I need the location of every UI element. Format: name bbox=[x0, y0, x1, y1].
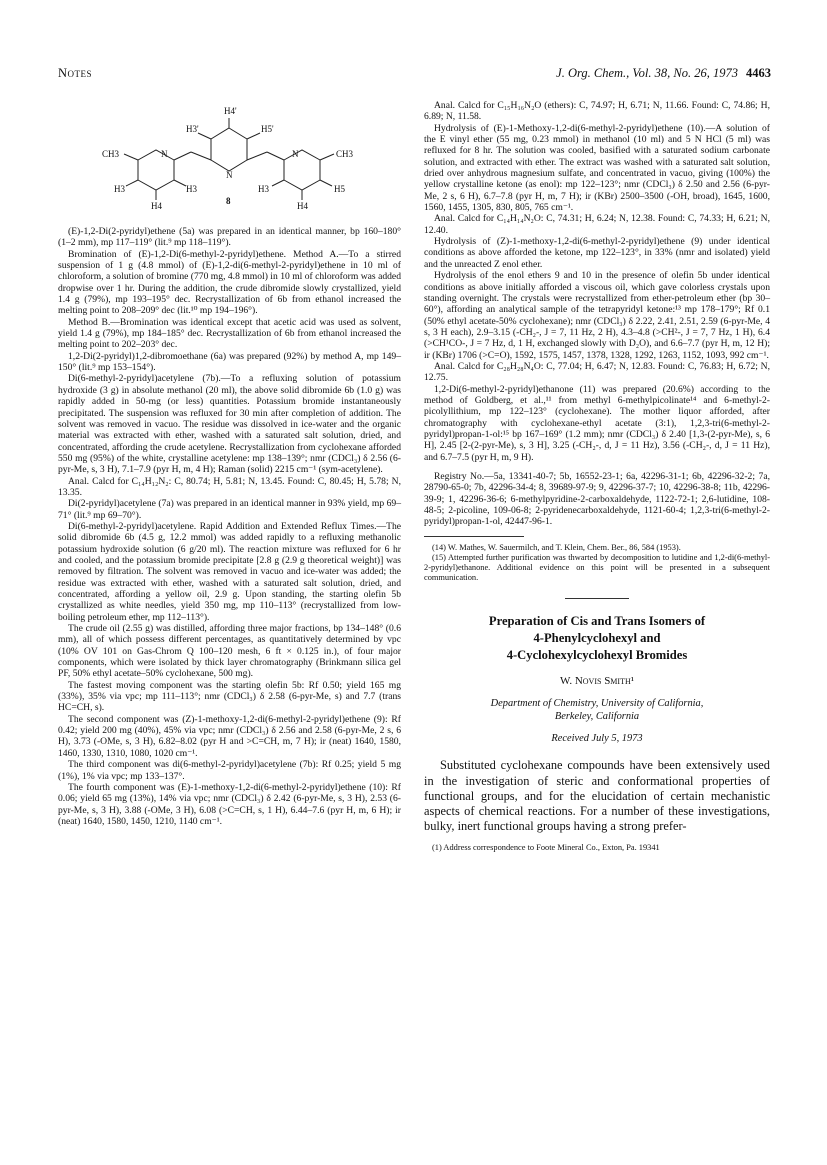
right-column bbox=[424, 100, 770, 853]
article-intro: Substituted cyclohexane compounds have been extensively used in the investigation of steric and conformational properties of functional groups, and for the elucidation of certain mechanistic aspects of chemical reactions. For a number of these investigations, bulky, inert functional groups having a strong prefer- bbox=[424, 758, 770, 834]
registry-numbers: Registry No.—5a, 13341-40-7; 5b, 16552-23-1; 6a, 42296-31-1; 6b, 42296-32-2; 7a, 28790-65-0; 7b, 42296-34-4; 8, 39689-97-9; 9, 42296-37-7; 10, 42296-38-8; 11b, 42296-39-9; 1, 42296-36-6; 6-methylpyridine-2-carboxaldehyde, 1122-72-1; 2,6-lutidine, 108-48-5; 2-picoline, 109-06-8; 2-pyridenecarboxaldehyde, 1121-60-4; 1,2,3-tri(6-methyl-2-pyridyl)propan-1-ol, 42447-96-1. bbox=[424, 471, 770, 528]
atom-h3-b: H3 bbox=[186, 184, 197, 194]
atom-ch3-left: CH3 bbox=[102, 149, 120, 159]
atom-h3p: H3' bbox=[186, 124, 199, 134]
atom-n-right: N bbox=[292, 149, 299, 159]
paragraph: Hydrolysis of the enol ethers 9 and 10 in the presence of olefin 5b under identical conditions as above initially afforded a viscous oil, which gave colorless crystals upon standing overnight. The crystals were recrystallized from ether-petroleum ether (bp 30–60°), affording an analytical sample of the tetrapyridyl ketone:¹³ mp 178–179°; Rf 0.1 (50% ethyl acetate-50% cyclohexane); nmr (CDCl₃) δ 2.22, 2.41, 2.51, 2.59 (6-pyr-Me, 4 s, 3 H each), 2.9–3.15 (-CH₂-, J = 7, 11 Hz, 2 H), 4.3–4.8 (>CH²-, J = 7, 7 Hz, 1 H), 6.4 (>CH¹CO-, J = 7 Hz, d, 1 H, exchanged slowly with D₂O), and 6.6–7.7 (pyr H, m, 12 H); ir (KBr) 1706 (>C=O), 1592, 1575, 1457, 1378, 1328, 1292, 1263, 1152, 1093, 992 cm⁻¹. bbox=[424, 270, 770, 361]
paragraph: Di(6-methyl-2-pyridyl)acetylene. Rapid Addition and Extended Reflux Times.—The solid dibromide 6b (4.5 g, 12.2 mmol) was added rapidly to a refluxing methanolic potassium hydroxide solution (6 g/20 ml). The reaction mixture was refluxed for 6 hr and cooled, and the potassium bromide precipitate [2.8 g (2.9 g theoretical weight)] was removed by filtration. The solvent was removed in vacuo and ice-water was added; the residue was extracted with ether, washed with a saturated salt solution, dried, and concentrated, affording a yellow oil, 2.9 g. Upon standing, the starting olefin 5b crystallized as white needles, yield 350 mg, mp 110–113° (recrystallized from low-boiling petroleum ether, mp 112–113°). bbox=[58, 520, 401, 623]
atom-h4p: H4' bbox=[224, 106, 237, 116]
paragraph: Anal. Calcd for C₂₈H₂₈N₄O: C, 77.04; H, 6.47; N, 12.83. Found: C, 76.83; H, 6.72; N, 12.75. bbox=[424, 360, 770, 384]
footnote: (15) Attempted further purification was thwarted by decomposition to lutidine and 1,2-di(6-methyl-2-pyridyl)ethanone. Additional evidence on this point will be presented in a subsequent communication. bbox=[424, 552, 770, 583]
paragraph: The third component was di(6-methyl-2-pyridyl)acetylene (7b): Rf 0.25; yield 5 mg (1%), 1% via vpc; mp 133–137°. bbox=[58, 759, 401, 782]
paragraph: Anal. Calcd for C₁₅H₁₆N₂O (ethers): C, 74.97; H, 6.71; N, 11.66. Found: C, 74.86; H, 6.89; N, 11.58. bbox=[424, 100, 770, 123]
paragraph: Method B.—Bromination was identical except that acetic acid was used as solvent, yield 1.4 g (79%), mp 184–185° dec. Recrystallization of 6b from ethanol increased the melting point to 202–203° dec. bbox=[58, 316, 401, 351]
atom-n-center: N bbox=[226, 170, 233, 180]
footnote-divider bbox=[424, 536, 524, 537]
footnote: (14) W. Mathes, W. Sauermilch, and T. Klein, Chem. Ber., 86, 584 (1953). bbox=[432, 542, 681, 552]
paragraph: Bromination of (E)-1,2-Di(6-methyl-2-pyridyl)ethene. Method A.—To a stirred suspension of 1 g (4.8 mmol) of (E)-1,2-di(6-methyl-2-pyridyl)ethene in 10 ml of chloroform, a solution of bromine (770 mg, 4.8 mmol) in 10 ml of chloroform was added dropwise over 1 hr. During the addition, the crude dibromide slowly crystallized, yield 1.4 g (79%), mp 193–195° dec. Recrystallization of 6b from ethanol increased the melting point to 208–209° dec (lit.¹⁰ mp 194–196°). bbox=[58, 248, 401, 317]
journal-citation: J. Org. Chem., Vol. 38, No. 26, 1973 4463 bbox=[556, 66, 771, 80]
atom-h3-a: H3 bbox=[114, 184, 125, 194]
atom-h5: H5 bbox=[334, 184, 345, 194]
paragraph: 1,2-Di(2-pyridyl)1,2-dibromoethane (6a) was prepared (92%) by method A, mp 149–150° (lit.⁹ mp 153–154°). bbox=[58, 350, 401, 374]
article-title: Preparation of Cis and Trans Isomers of 4-Phenylcyclohexyl and 4-Cyclohexylcyclohexyl Bromides bbox=[488, 613, 706, 662]
paragraph: The fourth component was (E)-1-methoxy-1,2-di(6-methyl-2-pyridyl)ethene (10): Rf 0.06; yield 65 mg (13%), 14% via vpc; nmr (CDCl₃) δ 2.42 (6-pyr-Me, s, 3 H), 2.53 (6-pyr-Me, s, 3 H), 3.88 (-OMe, 3 H), 6.08 (>C=CH, s, 1 H), 6.44–7.6 (pyr H, m, 6 H); ir (neat) 1640, 1580, 1450, 1210, 1140 cm⁻¹. bbox=[58, 781, 401, 827]
paragraph: Hydrolysis of (E)-1-Methoxy-1,2-di(6-methyl-2-pyridyl)ethene (10).—A solution of the E vinyl ether (55 mg, 0.23 mmol) in methanol (10 ml) and 5 N HCl (5 ml) was refluxed for 8 hr. The solution was cooled, basified with a saturated sodium carbonate solution, and extracted with ether. The extract was washed with a saturated salt solution, dried over anhydrous magnesium sulfate, and concentrated in vacuo, giving (100%) the yellow crystalline ketone (as enol): mp 122–123°; nmr (CDCl₃) δ 2.50 and 2.56 (6-pyr-Me, 2 s, 6 H), 6.7–7.8 (pyr H, m, 7 H); ir (KBr) 2500–3500 (-OH, broad), 1645, 1600, 1560, 1455, 1305, 830, 805, 765 cm⁻¹. bbox=[424, 122, 770, 214]
section-name: Notes bbox=[58, 66, 93, 80]
article-author: W. Novis Smith¹ bbox=[559, 674, 635, 687]
compound-label: 8 bbox=[226, 196, 231, 206]
running-header bbox=[58, 66, 771, 82]
page-number: 4463 bbox=[746, 66, 771, 80]
paragraph: Anal. Calcd for C₁₄H₁₂N₂: C, 80.74; H, 5.81; N, 13.45. Found: C, 80.45; H, 5.78; N, 13.35. bbox=[58, 475, 401, 498]
paragraph: The fastest moving component was the starting olefin 5b: Rf 0.50; yield 165 mg (33%), 35% via vpc; mp 111–113°; nmr (CDCl₃) δ 2.58 (6-pyr-Me, s) and 7.7 (trans HC=CH, s). bbox=[58, 679, 401, 714]
paragraph: (E)-1,2-Di(2-pyridyl)ethene (5a) was prepared in an identical manner, bp 160–180° (1–2 mm), mp 117–119° (lit.⁹ mp 118–119°). bbox=[58, 226, 401, 249]
paragraph: Anal. Calcd for C₁₄H₁₄N₂O: C, 74.31; H, 6.24; N, 12.38. Found: C, 74.33; H, 6.21; N, 12.40. bbox=[424, 213, 770, 236]
atom-n-left: N bbox=[161, 149, 168, 159]
left-column bbox=[58, 100, 401, 827]
paragraph: The second component was (Z)-1-methoxy-1,2-di(6-methyl-2-pyridyl)ethene (9): Rf 0.42; yield 200 mg (40%), 45% via vpc; nmr (CDCl₃) δ 2.56 and 2.58 (6-pyr-Me, 2 s, 6 H), 3.73 (-OMe, s, 3 H), 6.82–8.02 (pyr H and >C=CH, m, 7 H); ir (neat) 1640, 1580, 1460, 1330, 1310, 1080, 1020 cm⁻¹. bbox=[58, 713, 401, 759]
footnotes bbox=[424, 543, 770, 584]
paragraph: 1,2-Di(6-methyl-2-pyridyl)ethanone (11) was prepared (20.6%) according to the method of Goldberg, et al.,¹¹ from methyl 6-methylpicolinate¹⁴ and 6-methyl-2-picolyllithium, mp 122–123° (cyclohexane). The mother liquor afforded, after chromatography with cyclohexane-ethyl acetate (3:1), 1,2,3-tri(6-methyl-2-pyridyl)propan-1-ol:¹⁵ bp 167–169° (1.2 mm); nmr (CDCl₃) δ 2.40 [1,3-(2-pyr-Me), s, 6 H], 2.45 [2-(2-pyr-Me), s, 3 H], 3.25 (-CH₂-, d, J = 11 Hz), 3.56 (-CH₂-, d, J = 11 Hz), and 6.7–7.5 (pyr H, m, 9 H). bbox=[424, 383, 770, 463]
atom-h4-b: H4 bbox=[297, 201, 308, 211]
article-divider bbox=[565, 598, 629, 599]
paragraph: Di(6-methyl-2-pyridyl)acetylene (7b).—To a refluxing solution of potassium hydroxide (3 g) in absolute methanol (20 ml), the above solid dibromide 6b (1.0 g) was rapidly added in 50-mg (or less) quantities. Potassium bromide instantaneously precipitated. The suspension was refluxed for 30 min after completion of addition. The solvent was removed in vacuo. The residue was dissolved in ice-water and the organic material was extracted with ether, washed with a saturated salt solution, dried, and concentrated, affording the crude acetylene. Recrystallization from cyclohexane afforded 550 mg (95%) of the white, crystalline acetylene: mp 138–139°; nmr (CDCl₃) δ 2.56 (6-pyr-Me, s, 3 H), 7.1–7.9 (pyr H, m, 4 H); Raman (solid) 2215 cm⁻¹ (sym-acetylene). bbox=[58, 373, 401, 476]
article-affiliation: Department of Chemistry, University of California, Berkeley, California bbox=[490, 697, 704, 722]
received-date: Received July 5, 1973 bbox=[551, 732, 643, 744]
atom-h3-c: H3 bbox=[258, 184, 269, 194]
paragraph: Hydrolysis of (Z)-1-methoxy-1,2-di(6-methyl-2-pyridyl)ethene (9) under identical conditions as above afforded the ketone, mp 122–123°, in 33% (nmr and isolated) yield and the unreacted Z enol ether. bbox=[424, 236, 770, 270]
atom-ch3-right: CH3 bbox=[336, 149, 354, 159]
paragraph: Di(2-pyridyl)acetylene (7a) was prepared in an identical manner in 93% yield, mp 69–71° (lit.⁹ mp 69–70°). bbox=[58, 498, 401, 521]
structure-8-diagram bbox=[58, 100, 401, 212]
atom-h5p: H5' bbox=[261, 124, 274, 134]
paragraph: The crude oil (2.55 g) was distilled, affording three major fractions, bp 134–148° (0.6 mm), all of which possess different percentages, as quantitatively determined by vpc (10% OV 101 on Gas-Chrom Q 100–120 mesh, 6 ft × 0.125 in.), of four major components, which were isolated by thick layer chromatography (Brinkmann silica gel PF, 50% ethyl acetate–50% cyclohexane, 500 mg). bbox=[58, 623, 401, 680]
article-footnote: (1) Address correspondence to Foote Mineral Co., Exton, Pa. 19341 bbox=[432, 842, 660, 852]
atom-h4-a: H4 bbox=[151, 201, 162, 211]
